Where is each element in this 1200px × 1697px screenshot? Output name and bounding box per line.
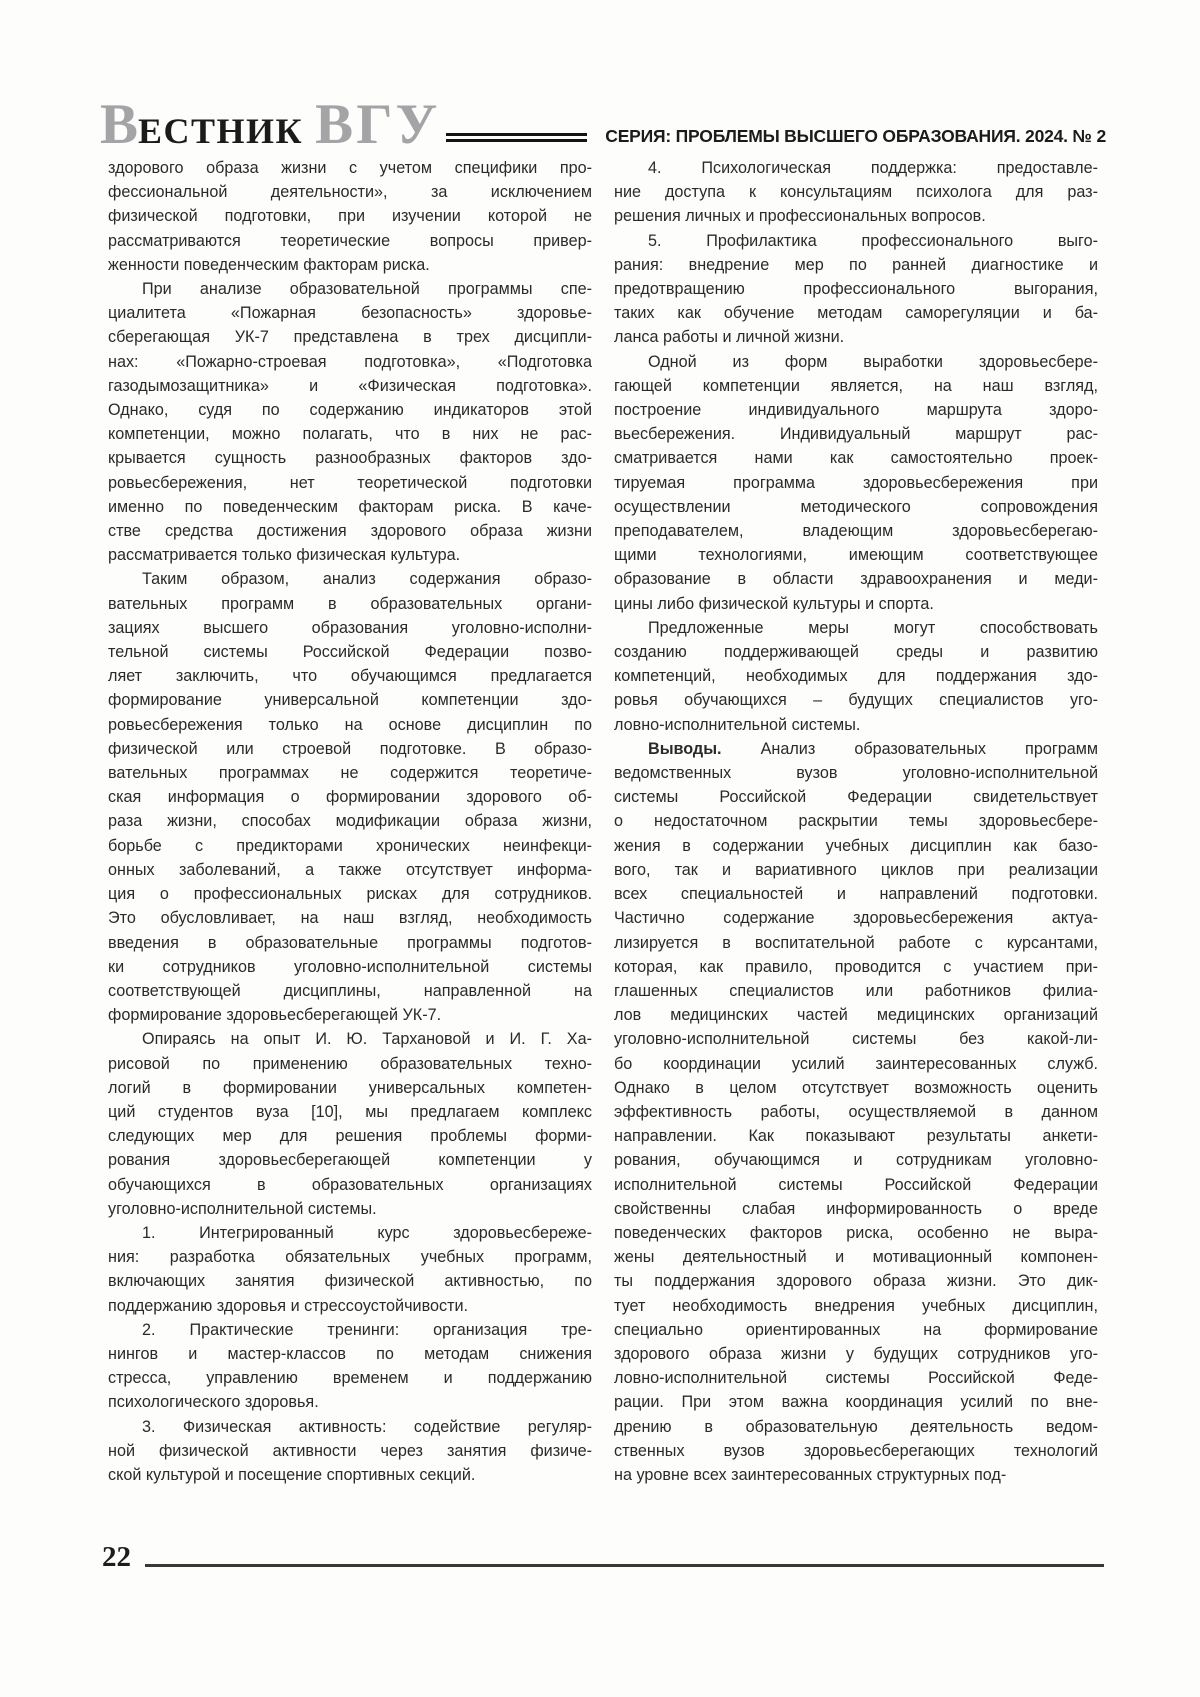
text-line: жения в содержании учебных дисциплин как базо- [614, 836, 1098, 855]
text-line: соответствующей дисциплины, направленной на [108, 981, 592, 1000]
text-line: ровьесбережения, нет теоретической подготовки [108, 473, 592, 492]
text-line: свойственны слабая информированность о вреде [614, 1199, 1098, 1218]
text-line: Частично содержание здоровьесбережения актуа- [614, 909, 1098, 928]
footer-rule [145, 1564, 1104, 1567]
text-line: щими технологиями, имеющим соответствующее [614, 546, 1098, 565]
text-line: ланса работы и личной жизни. [614, 328, 845, 347]
text-line: Одной из форм выработки здоровьесбере- [648, 352, 1098, 371]
page-header [100, 88, 1106, 156]
text-line: ляет заключить, что обучающимся предлагается [108, 667, 592, 686]
text-line: сматривается нами как самостоятельно проек- [614, 449, 1098, 468]
text-line: дрению в образовательную деятельность ведом- [614, 1417, 1098, 1436]
text-line: рисовой по применению образовательных техно- [108, 1054, 592, 1073]
text-line: 1. Интегрированный курс здоровьесбереже- [142, 1223, 592, 1242]
text-line: фессиональной деятельности», за исключением [108, 183, 592, 202]
text-line: 3. Физическая активность: содействие регуляр- [142, 1417, 592, 1436]
text-line: компетенции, можно полагать, что в них не рас- [108, 425, 592, 444]
text-line: ния: разработка обязательных учебных программ, [108, 1248, 592, 1267]
text-line: уголовно-исполнительной системы. [108, 1199, 377, 1218]
text-line: эффективность работы, осуществляемой в данном [614, 1102, 1098, 1121]
text-line: вьесбережения. Индивидуальный маршрут рас- [614, 425, 1098, 444]
text-line: нах: «Пожарно-строевая подготовка», «Подготовка [108, 352, 592, 371]
text-line: ровьесбережения только на основе дисциплин по [108, 715, 592, 734]
page-footer [102, 1543, 1106, 1572]
text-line: которая, как правило, проводится с участием при- [614, 957, 1098, 976]
text-line: ведомственных вузов уголовно-исполнительной [614, 764, 1098, 783]
text-line: женности поведенческим факторам риска. [108, 255, 430, 274]
text-line: осуществлении методического сопровождения [614, 497, 1098, 516]
text-line: вательных программ в образовательных органи- [108, 594, 592, 613]
text-line: рассматривается только физическая культура. [108, 546, 461, 565]
text-line: Это обусловливает, на наш взгляд, необходимость [108, 909, 592, 928]
text-line: ловно-исполнительной системы. [614, 715, 861, 734]
text-line: нингов и мастер-классов по методам снижения [108, 1344, 592, 1363]
text-line: борьбе с предикторами хронических неинфекци- [108, 836, 592, 855]
header-double-rule [446, 133, 587, 142]
text-line: здорового образа жизни у будущих сотрудников уго- [614, 1344, 1098, 1363]
text-line: созданию поддерживающей среды и развитию [614, 643, 1098, 662]
text-line: о недостаточном раскрытии темы здоровьесбере- [614, 812, 1098, 831]
text-line: обучающихся в образовательных организациях [108, 1175, 592, 1194]
text-line: газодымозащитника» и «Физическая подготовка». [108, 376, 592, 395]
text-line: циалитета «Пожарная безопасность» здоровье- [108, 304, 592, 323]
text-line: ций студентов вуза [10], мы предлагаем комплекс [108, 1102, 592, 1121]
text-line: глашенных специалистов или работников филиа- [614, 981, 1098, 1000]
column-left [108, 156, 592, 1487]
text-line: формирование здоровьесберегающей УК-7. [108, 1006, 442, 1025]
text-line: рания: внедрение мер по ранней диагностике и [614, 255, 1098, 274]
text-line: крывается сущность разнообразных факторов здо- [108, 449, 592, 468]
text-line: исполнительной системы Российской Федерации [614, 1175, 1098, 1194]
text-line: таких как обучение методам саморегуляции и ба- [614, 304, 1098, 323]
text-line: физической подготовки, при изучении которой не [108, 207, 592, 226]
text-line: психологического здоровья. [108, 1393, 319, 1412]
text-line: ки сотрудников уголовно-исполнительной системы [108, 957, 592, 976]
text-line: сберегающая УК-7 представлена в трех дисципли- [108, 328, 592, 347]
text-line: 5. Профилактика профессионального выго- [648, 231, 1098, 250]
series-title: СЕРИЯ: ПРОБЛЕМЫ ВЫСШЕГО ОБРАЗОВАНИЯ. 2024. № 2 [605, 126, 1106, 146]
text-line: на уровне всех заинтересованных структурных под- [614, 1465, 1007, 1484]
text-line: включающих занятия физической активностью, по [108, 1272, 592, 1291]
text-line: вого, так и вариативного циклов при реализации [614, 860, 1098, 879]
text-line: решения личных и профессиональных вопросов. [614, 207, 986, 226]
text-line: ной физической активности через занятия физиче- [108, 1441, 592, 1460]
text-line: раза жизни, способах модификации образа жизни, [108, 812, 592, 831]
text-line: следующих мер для решения проблемы форми- [108, 1127, 592, 1146]
text-line: ловно-исполнительной системы Российской Феде- [614, 1369, 1098, 1388]
text-line: ской культурой и посещение спортивных секций. [108, 1465, 476, 1484]
column-right [614, 156, 1098, 1487]
logo-word-rest: ЕСТНИК [138, 110, 304, 151]
text-line: зациях высшего образования уголовно-исполни- [108, 618, 592, 637]
text-line: специально ориентированных на формирование [614, 1320, 1098, 1339]
text-line: формирование универсальной компетенции здо- [108, 691, 592, 710]
text-line: введения в образовательные программы подготов- [108, 933, 592, 952]
text-line: логий в формировании универсальных компетен- [108, 1078, 592, 1097]
text-line: тируемая программа здоровьесбережения при [614, 473, 1098, 492]
text-line: преподавателем, владеющим здоровьесберегаю- [614, 522, 1098, 541]
text-line: При анализе образовательной программы спе- [142, 280, 592, 299]
text-line: стве средства достижения здорового образа жизни [108, 522, 592, 541]
text-line: 4. Психологическая поддержка: предоставле- [648, 159, 1098, 177]
logo-university-abbr: ВГУ [315, 92, 441, 156]
text-line: предотвращению профессионального выгорания, [614, 280, 1098, 299]
text-line: системы Российской Федерации свидетельствует [614, 788, 1098, 807]
text-line: вательных программах не содержится теоретиче- [108, 764, 592, 783]
text-line: ская информация о формировании здорового об- [108, 788, 592, 807]
text-line: здорового образа жизни с учетом специфики про- [108, 159, 592, 177]
text-line: лов медицинских частей медицинских организаций [614, 1006, 1098, 1025]
text-line: ственных вузов здоровьесберегающих технологий [614, 1441, 1098, 1460]
text-line: лизируется в воспитательной работе с курсантами, [614, 933, 1098, 952]
text-line: уголовно-исполнительной системы без какой-ли- [614, 1030, 1098, 1049]
paragraph-lead-bold: Выводы. [648, 739, 722, 758]
text-line: всех специальностей и направлений подготовки. [614, 885, 1098, 904]
text-line: ровья обучающихся – будущих специалистов уго- [614, 691, 1098, 710]
journal-logo [100, 92, 441, 156]
text-line: Однако, судя по содержанию индикаторов этой [108, 401, 592, 420]
text-line: стресса, управлению временем и поддержанию [108, 1369, 592, 1388]
text-line: рования, обучающимся и сотрудникам уголовно- [614, 1151, 1098, 1170]
text-line: физической или строевой подготовке. В образо- [108, 739, 592, 758]
text-line: Опираясь на опыт И. Ю. Тархановой и И. Г. Ха- [142, 1030, 592, 1049]
article-body [108, 156, 1098, 1487]
text-line: ние доступа к консультациям психолога для раз- [614, 183, 1098, 202]
text-line: Таким образом, анализ содержания образо- [142, 570, 592, 589]
text-line: рассматриваются теоретические вопросы привер- [108, 231, 592, 250]
text-line: компетенций, необходимых для поддержания здо- [614, 667, 1098, 686]
text-line: Предложенные меры могут способствовать [648, 618, 1098, 637]
text-line: именно по поведенческим факторам риска. В каче- [108, 497, 592, 516]
text-line: тует необходимость внедрения учебных дисциплин, [614, 1296, 1098, 1315]
text-line: поддержанию здоровья и стрессоустойчивости. [108, 1296, 469, 1315]
text-line: направлении. Как показывают результаты анкети- [614, 1127, 1098, 1146]
text-line: ция о профессиональных рисках для сотрудников. [108, 885, 592, 904]
text-line: поведенческих факторов риска, особенно не выра- [614, 1223, 1098, 1242]
text-line: гающей компетенции является, на наш взгляд, [614, 376, 1098, 395]
text-line: тельной системы Российской Федерации позво- [108, 643, 592, 662]
text-line: жены деятельностный и мотивационный компонен- [614, 1248, 1098, 1267]
text-line: 2. Практические тренинги: организация тре- [142, 1320, 592, 1339]
text-line: цины либо физической культуры и спорта. [614, 594, 934, 613]
text-line: онных заболеваний, а также отсутствует информа- [108, 860, 592, 879]
text-line: бо координации усилий заинтересованных служб. [614, 1054, 1098, 1073]
text-line: рации. При этом важна координация усилий по вне- [614, 1393, 1098, 1412]
text-line: построение индивидуального маршрута здоро- [614, 401, 1098, 420]
text-line: ты поддержания здорового образа жизни. Это дик- [614, 1272, 1098, 1291]
page-number: 22 [102, 1541, 131, 1573]
text-line: образование в области здравоохранения и меди- [614, 570, 1098, 589]
text-line: рования здоровьесберегающей компетенции у [108, 1151, 592, 1170]
text-line: Выводы. Анализ образовательных программ [648, 739, 1098, 758]
logo-initial-letter: В [100, 92, 139, 156]
text-line: Однако в целом отсутствует возможность оценить [614, 1078, 1098, 1097]
